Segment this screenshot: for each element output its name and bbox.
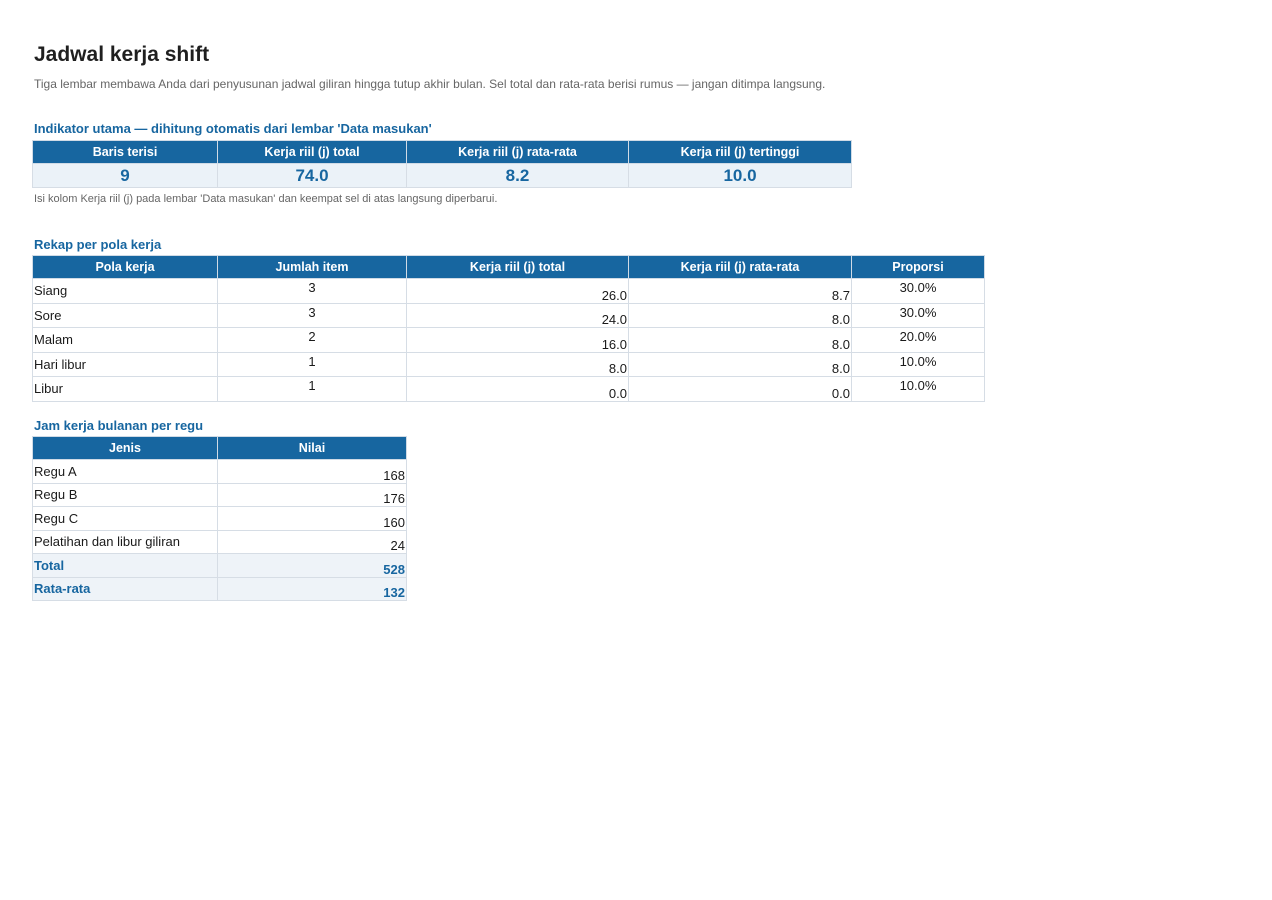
monthly-cell-type[interactable]: Pelatihan dan libur giliran [33,530,218,554]
recap-row [33,377,985,402]
kpi-note: Isi kolom Kerja riil (j) pada lembar 'Data masukan' dan keempat sel di atas langsung diperbarui. [34,193,498,205]
recap-cell-total[interactable]: 8.0 [407,352,629,377]
kpi-header-max[interactable]: Kerja riil (j) tertinggi [629,141,852,164]
monthly-average-value[interactable]: 132 [218,577,407,601]
recap-table [32,255,985,402]
page-subtitle: Tiga lembar membawa Anda dari penyusunan jadwal giliran hingga tutup akhir bulan. Sel total dan rata-rata berisi rumus — jangan ditimpa langsung. [34,77,826,91]
kpi-value-rows-filled[interactable]: 9 [33,164,218,188]
recap-cell-average[interactable]: 0.0 [629,377,852,402]
recap-cell-total[interactable]: 16.0 [407,328,629,353]
recap-cell-average[interactable]: 8.7 [629,279,852,304]
recap-cell-count[interactable]: 3 [218,303,407,328]
recap-row [33,352,985,377]
kpi-heading: Indikator utama — dihitung otomatis dari lembar 'Data masukan' [34,121,432,136]
monthly-cell-type[interactable]: Regu C [33,507,218,531]
recap-cell-average[interactable]: 8.0 [629,328,852,353]
monthly-cell-value[interactable]: 160 [218,507,407,531]
monthly-header-value[interactable]: Nilai [218,437,407,460]
recap-row [33,303,985,328]
monthly-average-label[interactable]: Rata-rata [33,577,218,601]
monthly-cell-value[interactable]: 168 [218,460,407,484]
recap-cell-pattern[interactable]: Sore [33,303,218,328]
monthly-row [33,483,407,507]
recap-cell-proportion[interactable]: 10.0% [852,377,985,402]
recap-header-total[interactable]: Kerja riil (j) total [407,256,629,279]
monthly-cell-value[interactable]: 24 [218,530,407,554]
recap-row [33,328,985,353]
kpi-header-total[interactable]: Kerja riil (j) total [218,141,407,164]
recap-cell-proportion[interactable]: 30.0% [852,279,985,304]
recap-cell-pattern[interactable]: Libur [33,377,218,402]
monthly-row [33,530,407,554]
recap-header-count[interactable]: Jumlah item [218,256,407,279]
recap-cell-count[interactable]: 1 [218,352,407,377]
monthly-row [33,507,407,531]
kpi-table [32,140,852,188]
recap-header-proportion[interactable]: Proporsi [852,256,985,279]
recap-heading: Rekap per pola kerja [34,237,162,252]
recap-cell-total[interactable]: 24.0 [407,303,629,328]
recap-cell-proportion[interactable]: 10.0% [852,352,985,377]
kpi-value-total[interactable]: 74.0 [218,164,407,188]
recap-cell-count[interactable]: 2 [218,328,407,353]
recap-header-row [33,256,985,279]
kpi-header-row [33,141,852,164]
monthly-table [32,436,407,601]
kpi-header-average[interactable]: Kerja riil (j) rata-rata [407,141,629,164]
monthly-cell-type[interactable]: Regu B [33,483,218,507]
monthly-heading: Jam kerja bulanan per regu [34,418,204,433]
recap-cell-proportion[interactable]: 20.0% [852,328,985,353]
recap-cell-total[interactable]: 0.0 [407,377,629,402]
recap-header-average[interactable]: Kerja riil (j) rata-rata [629,256,852,279]
monthly-cell-value[interactable]: 176 [218,483,407,507]
recap-cell-pattern[interactable]: Malam [33,328,218,353]
recap-cell-pattern[interactable]: Siang [33,279,218,304]
recap-row [33,279,985,304]
monthly-header-type[interactable]: Jenis [33,437,218,460]
kpi-value-row [33,164,852,188]
monthly-row [33,460,407,484]
monthly-total-value[interactable]: 528 [218,554,407,578]
monthly-cell-type[interactable]: Regu A [33,460,218,484]
kpi-value-max[interactable]: 10.0 [629,164,852,188]
monthly-total-row [33,554,407,578]
page-title: Jadwal kerja shift [34,43,210,66]
recap-cell-count[interactable]: 3 [218,279,407,304]
recap-header-pattern[interactable]: Pola kerja [33,256,218,279]
monthly-total-label[interactable]: Total [33,554,218,578]
monthly-header-row [33,437,407,460]
recap-cell-count[interactable]: 1 [218,377,407,402]
monthly-average-row [33,577,407,601]
kpi-header-rows-filled[interactable]: Baris terisi [33,141,218,164]
recap-cell-pattern[interactable]: Hari libur [33,352,218,377]
recap-cell-average[interactable]: 8.0 [629,303,852,328]
kpi-value-average[interactable]: 8.2 [407,164,629,188]
recap-cell-proportion[interactable]: 30.0% [852,303,985,328]
recap-cell-average[interactable]: 8.0 [629,352,852,377]
recap-cell-total[interactable]: 26.0 [407,279,629,304]
